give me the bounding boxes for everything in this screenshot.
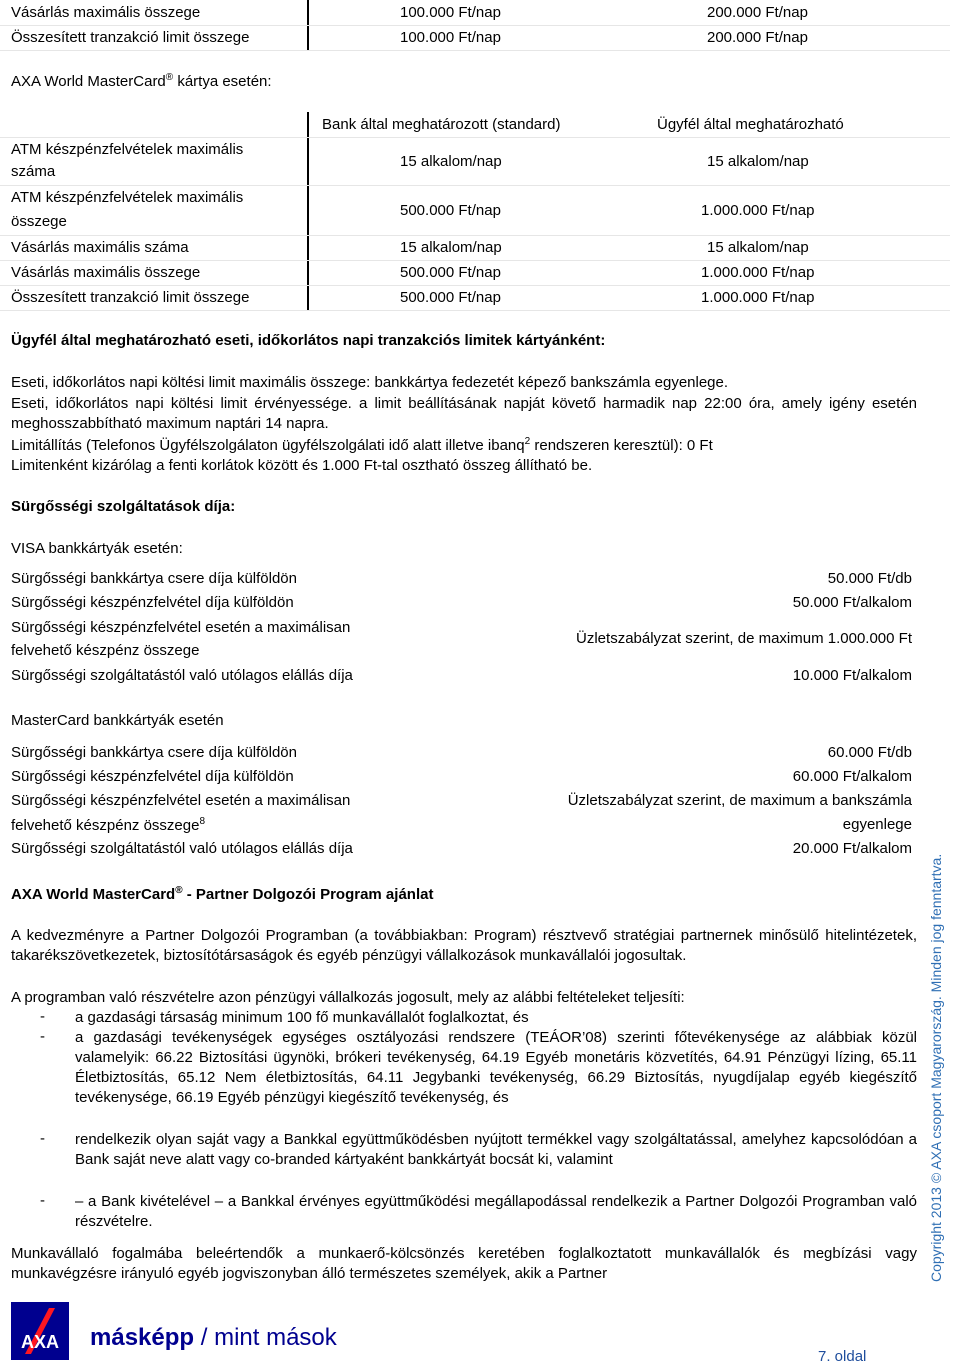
list-item-text: a gazdasági társaság minimum 100 fő munkavállalót foglalkoztat, és xyxy=(75,1009,529,1026)
fee-row xyxy=(11,792,912,838)
fee-label-cont-text: felvehető készpénz összege xyxy=(11,817,200,834)
fee-label: Sürgősségi készpénzfelvétel esetén a maximálisan xyxy=(11,619,351,636)
row-label: Vásárlás maximális összege xyxy=(11,4,201,21)
axa-card-heading xyxy=(11,72,272,90)
fee-value: 10.000 Ft/alkalom xyxy=(792,667,912,684)
standard-value: 500.000 Ft/nap xyxy=(400,264,501,281)
fee-value: Üzletszabályzat szerint, de maximum a bankszámla xyxy=(567,792,912,809)
fee-value: 20.000 Ft/alkalom xyxy=(792,840,912,857)
row-label-cont: száma xyxy=(11,163,56,180)
fee-row xyxy=(11,768,912,790)
registered-mark: ® xyxy=(175,885,183,896)
logo-lettering: AXA xyxy=(20,1332,60,1352)
fee-value: 50.000 Ft/alkalom xyxy=(792,594,912,611)
fee-value: Üzletszabályzat szerint, de maximum 1.000.000 Ft xyxy=(576,630,912,647)
mastercard-heading: MasterCard bankkártyák esetén xyxy=(11,712,224,729)
fee-row xyxy=(11,840,912,862)
partner-paragraph-3: Munkavállaló fogalmába beleértendők a munkaerő-kölcsönzés keretében foglalkoztatott munkavállalók és megbízási vagy munkavégzésre irányuló egyéb jogviszonyban álló természetes személyek, akik a Partner xyxy=(11,1245,917,1282)
table-header-row xyxy=(0,112,950,138)
column-header-customer: Ügyfél által meghatározható xyxy=(657,116,844,133)
list-item-text: a gazdasági tevékenységek egységes osztályozási rendszere (TEÁOR’08) szerinti főtevékenysége az alábbiak közül valamelyik: 66.22 Biztosítási ügynöki, brókeri tevékenység, 64.19 Egyéb monetáris közvetítés, 64.91 Pénzügyi lízing, 65.11 Életbiztosítás, 65.12 Nem életbiztosítás, 64.11 Jegybanki tevékenység, 66.29 Biztosítás, nyugdíjalap egyéb kiegészítő tevékenysége, 66.19 Egyéb pénzügyi kiegészítő tevékenység, és xyxy=(75,1029,917,1106)
row-label: Vásárlás maximális összege xyxy=(11,264,201,281)
fee-label: Sürgősségi bankkártya csere díja külföldön xyxy=(11,744,297,761)
partner-paragraph-1: A kedvezményre a Partner Dolgozói Programban (a továbbiakban: Program) résztvevő stratégiai partnernek minősülő hitelintézetek, takarékszövetkezetek, biztosítótársaságok és egyéb pénzügyi vállalkozások munkavállalói jogosultak. xyxy=(11,927,917,964)
registered-mark: ® xyxy=(165,72,174,83)
footnote-ref: 2 xyxy=(524,436,531,447)
row-label: ATM készpénzfelvételek maximális xyxy=(11,189,244,206)
slogan-bold: másképp xyxy=(90,1324,195,1351)
table-row xyxy=(0,137,950,186)
emergency-heading: Sürgősségi szolgáltatások díja: xyxy=(11,498,236,515)
list-bullet: - xyxy=(40,1008,45,1025)
table-row xyxy=(0,185,950,236)
axa-logo xyxy=(11,1302,69,1360)
standard-value: 100.000 Ft/nap xyxy=(400,4,501,21)
fee-label: Sürgősségi bankkártya csere díja külföldön xyxy=(11,570,297,587)
standard-value: 15 alkalom/nap xyxy=(400,239,502,256)
customer-value: 1.000.000 Ft/nap xyxy=(701,289,815,306)
visa-heading: VISA bankkártyák esetén: xyxy=(11,540,183,557)
axa-limits-table xyxy=(0,112,950,312)
customer-value: 15 alkalom/nap xyxy=(707,153,809,170)
table-row xyxy=(0,260,950,286)
slogan-separator: / xyxy=(194,1324,215,1351)
table-row xyxy=(0,285,950,311)
standard-value: 100.000 Ft/nap xyxy=(400,29,501,46)
fee-value: 60.000 Ft/db xyxy=(827,744,912,761)
fee-row xyxy=(11,744,912,766)
standard-value: 500.000 Ft/nap xyxy=(400,202,501,219)
fee-label-cont: felvehető készpénz összege xyxy=(11,642,200,659)
column-header-standard: Bank által meghatározott (standard) xyxy=(322,116,561,133)
limits-p3-text: Limitállítás (Telefonos Ügyfélszolgálaton ügyfélszolgálati idő alatt illetve ibanq xyxy=(11,437,525,454)
list-item xyxy=(11,1028,917,1128)
visa-limits-table-continued xyxy=(0,0,950,52)
limits-paragraph-2: Eseti, időkorlátos napi költési limit érvényessége. a limit beállításának napját követő harmadik nap 22:00 óra, amely igény esetén meghosszabbítható maximum naptári 14 napra. xyxy=(11,395,917,432)
fee-value: 60.000 Ft/alkalom xyxy=(792,768,912,785)
table-row xyxy=(0,235,950,261)
copyright-sidebar xyxy=(928,853,958,1312)
customer-value: 1.000.000 Ft/nap xyxy=(701,264,815,281)
page-number: 7. oldal xyxy=(818,1348,867,1365)
customer-value: 200.000 Ft/nap xyxy=(707,29,808,46)
customer-value: 1.000.000 Ft/nap xyxy=(701,202,815,219)
footnote-ref: 8 xyxy=(199,816,206,827)
fee-label-cont xyxy=(11,816,205,834)
footer-slogan xyxy=(90,1324,337,1352)
limits-p3-text-end: rendszeren keresztül): 0 Ft xyxy=(530,437,713,454)
limits-heading: Ügyfél által meghatározható eseti, időkorlátos napi tranzakciós limitek kártyánként: xyxy=(11,332,606,349)
row-label-cont: összege xyxy=(11,213,67,230)
fee-label: Sürgősségi szolgáltatástól való utólagos elállás díja xyxy=(11,667,353,684)
partner-heading xyxy=(11,885,433,903)
fee-row xyxy=(11,619,912,665)
fee-label: Sürgősségi készpénzfelvétel díja külföldön xyxy=(11,594,294,611)
row-label: Vásárlás maximális száma xyxy=(11,239,189,256)
fee-label: Sürgősségi szolgáltatástól való utólagos elállás díja xyxy=(11,840,353,857)
table-row xyxy=(0,25,950,51)
standard-value: 15 alkalom/nap xyxy=(400,153,502,170)
limits-paragraph-3 xyxy=(11,436,713,454)
row-label: Összesített tranzakció limit összege xyxy=(11,289,250,306)
list-bullet: - xyxy=(40,1192,45,1209)
customer-value: 15 alkalom/nap xyxy=(707,239,809,256)
standard-value: 500.000 Ft/nap xyxy=(400,289,501,306)
fee-row xyxy=(11,594,912,616)
limits-paragraph-4: Limitenként kizárólag a fenti korlátok között és 1.000 Ft-tal osztható összeg állítható be. xyxy=(11,457,593,474)
fee-label: Sürgősségi készpénzfelvétel esetén a maximálisan xyxy=(11,792,351,809)
fee-value-cont: egyenlege xyxy=(842,816,912,833)
slogan-rest: mint mások xyxy=(214,1324,337,1351)
list-item xyxy=(11,1192,917,1232)
row-label: ATM készpénzfelvételek maximális xyxy=(11,141,244,158)
fee-label: Sürgősségi készpénzfelvétel díja külföldön xyxy=(11,768,294,785)
axa-heading-text: AXA World MasterCard xyxy=(11,73,166,90)
partner-heading-suffix: - Partner Dolgozói Program ajánlat xyxy=(182,886,434,903)
fee-row xyxy=(11,667,912,689)
fee-value: 50.000 Ft/db xyxy=(827,570,912,587)
limits-paragraph-1: Eseti, időkorlátos napi költési limit maximális összege: bankkártya fedezetét képező bankszámla egyenlege. xyxy=(11,374,729,391)
axa-logo-icon xyxy=(11,1302,69,1360)
axa-heading-suffix: kártya esetén: xyxy=(177,73,272,90)
list-item xyxy=(11,1130,917,1190)
fee-row xyxy=(11,570,912,592)
list-item-text: – a Bank kivételével – a Bankkal érvényes együttműködési megállapodással rendelkezik a Partner Dolgozói Programban való részvételre. xyxy=(75,1193,917,1230)
copyright-text: Copyright 2013 © AXA csoport Magyarország. Minden jog fenntartva. xyxy=(928,853,944,1282)
customer-value: 200.000 Ft/nap xyxy=(707,4,808,21)
partner-paragraph-2: A programban való részvételre azon pénzügyi vállalkozás jogosult, mely az alábbi feltételeket teljesíti: xyxy=(11,989,685,1006)
table-row xyxy=(0,0,950,26)
list-bullet: - xyxy=(40,1130,45,1147)
list-item-text: rendelkezik olyan saját vagy a Bankkal együttműködésben nyújtott termékkel vagy szolgáltatással, amelyhez kapcsolódóan a Bank saját neve alatt vagy co-branded kártyaként bankkártyát bocsát ki, valamint xyxy=(75,1131,917,1168)
list-bullet: - xyxy=(40,1028,45,1045)
partner-heading-text: AXA World MasterCard xyxy=(11,886,176,903)
list-item xyxy=(11,1008,917,1028)
row-label: Összesített tranzakció limit összege xyxy=(11,29,250,46)
